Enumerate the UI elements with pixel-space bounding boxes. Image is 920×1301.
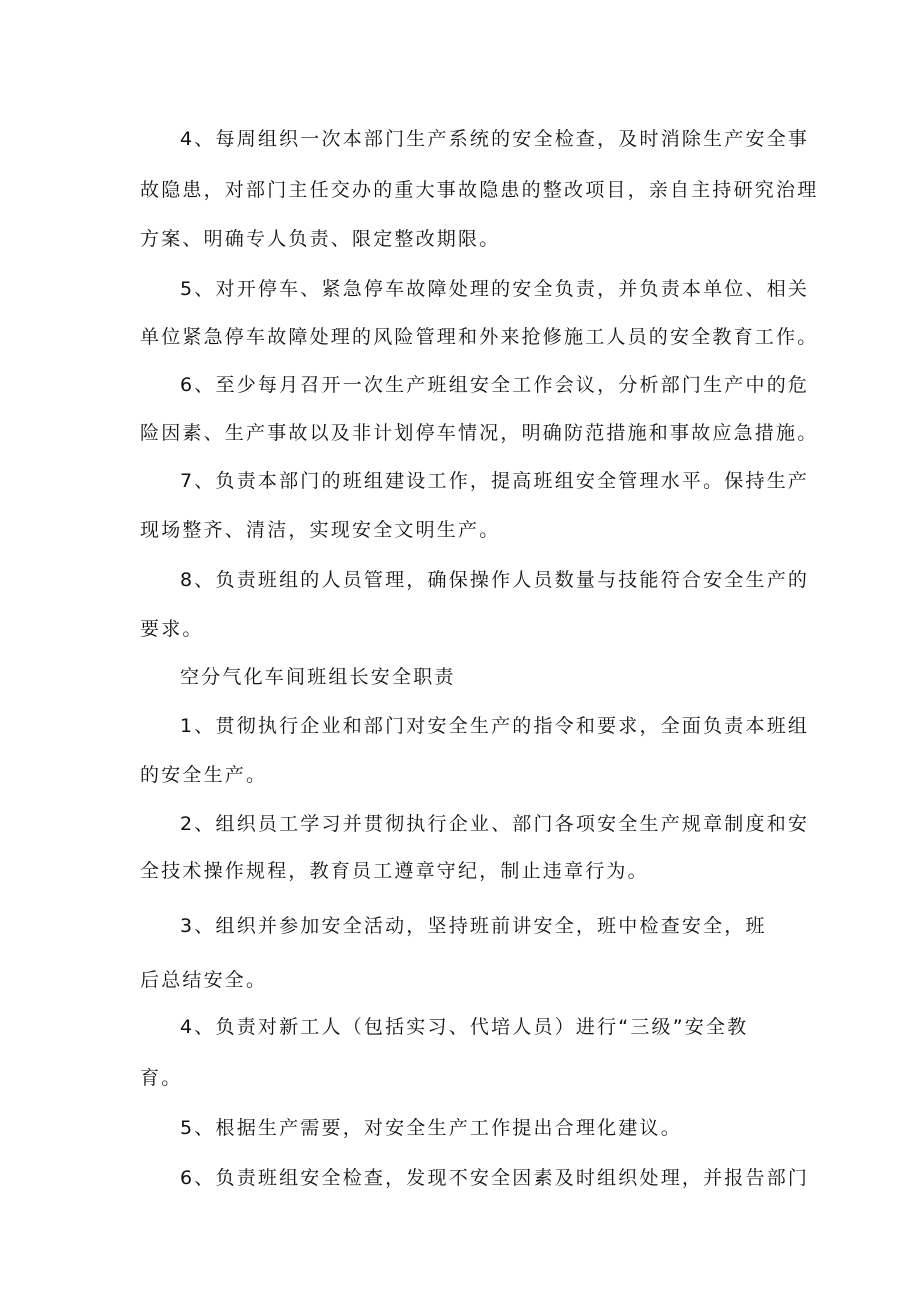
- duty-5-line-1: 5、对开停车、紧急停车故障处理的安全负责，并负责本单位、相关: [180, 278, 810, 300]
- leader-duty-2-line-1: 2、组织员工学习并贯彻执行企业、部门各项安全生产规章制度和安: [180, 813, 810, 835]
- duty-6-line-2: 险因素、生产事故以及非计划停车情况，明确防范措施和事故应急措施。: [140, 422, 819, 444]
- duty-4-line-2: 故隐患，对部门主任交办的重大事故隐患的整改项目，亲自主持研究治理: [140, 179, 819, 201]
- duty-7-line-1: 7、负责本部门的班组建设工作，提高班组安全管理水平。保持生产: [180, 470, 810, 492]
- leader-duty-3-line-1: 3、组织并参加安全活动，坚持班前讲安全，班中检查安全，班: [180, 915, 767, 937]
- leader-duty-1-line-2: 的安全生产。: [140, 764, 268, 786]
- leader-duty-6-line-1: 6、负责班组安全检查，发现不安全因素及时组织处理，并报告部门: [180, 1167, 810, 1189]
- duty-8-line-1: 8、负责班组的人员管理，确保操作人员数量与技能符合安全生产的: [180, 569, 810, 591]
- duty-6-line-1: 6、至少每月召开一次生产班组安全工作会议，分析部门生产中的危: [180, 374, 810, 396]
- leader-duty-4-line-2: 育。: [140, 1067, 183, 1089]
- duty-7-line-2: 现场整齐、清洁，实现安全文明生产。: [140, 519, 501, 541]
- leader-duty-2-line-2: 全技术操作规程，教育员工遵章守纪，制止违章行为。: [140, 860, 649, 882]
- duty-4-line-1: 4、每周组织一次本部门生产系统的安全检查，及时消除生产安全事: [180, 128, 810, 150]
- leader-duty-5-line-1: 5、根据生产需要，对安全生产工作提出合理化建议。: [180, 1117, 682, 1139]
- section-heading: 空分气化车间班组长安全职责: [180, 666, 456, 688]
- duty-4-line-3: 方案、明确专人负责、限定整改期限。: [140, 228, 501, 250]
- duty-8-line-2: 要求。: [140, 618, 204, 640]
- duty-5-line-2: 单位紧急停车故障处理的风险管理和外来抢修施工人员的安全教育工作。: [140, 326, 819, 348]
- leader-duty-1-line-1: 1、贯彻执行企业和部门对安全生产的指令和要求，全面负责本班组: [180, 715, 810, 737]
- leader-duty-3-line-2: 后总结安全。: [140, 969, 268, 991]
- leader-duty-4-line-1: 4、负责对新工人（包括实习、代培人员）进行“三级”安全教: [180, 1016, 749, 1038]
